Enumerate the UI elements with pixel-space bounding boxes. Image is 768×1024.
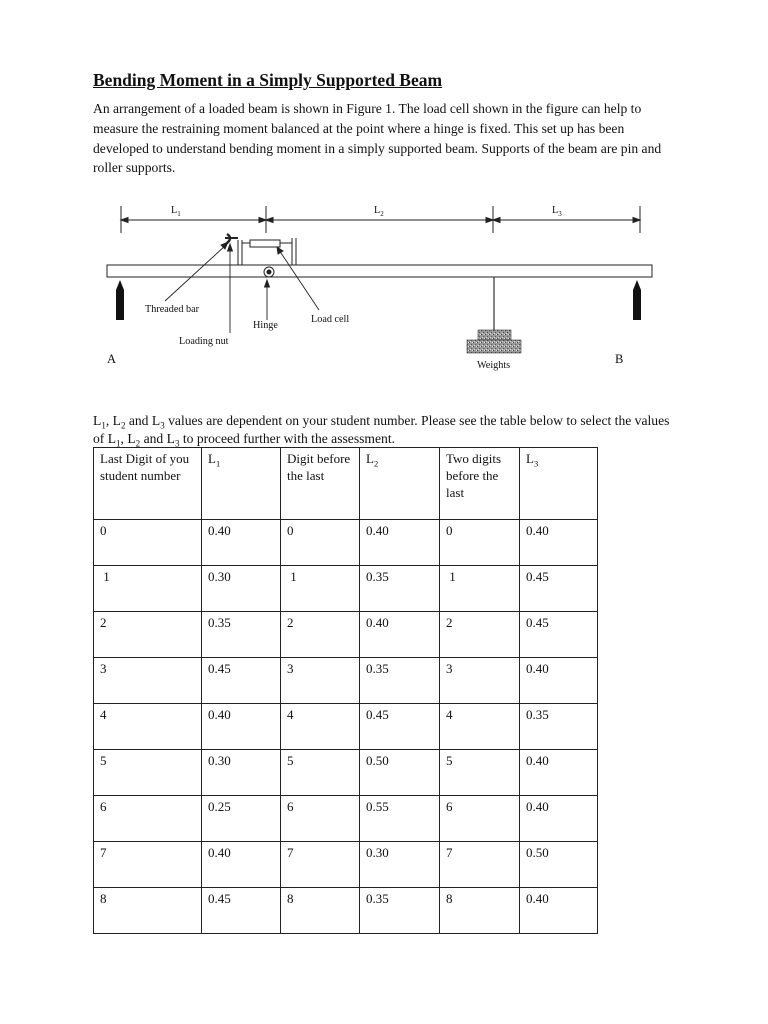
weights	[467, 277, 521, 353]
table-cell: 0.40	[360, 520, 440, 566]
beam	[107, 265, 652, 277]
table-cell: 0.40	[520, 888, 598, 934]
table-cell: 5	[94, 750, 202, 796]
header-digit-before-last: Digit before the last	[281, 448, 360, 520]
table-cell: 0	[94, 520, 202, 566]
beam-figure	[93, 190, 673, 380]
table-cell: 8	[94, 888, 202, 934]
table-header-row	[94, 448, 598, 520]
table-cell: 0.35	[360, 658, 440, 704]
table-cell: 3	[94, 658, 202, 704]
table-cell: 0.35	[520, 704, 598, 750]
table-cell: 0.45	[520, 566, 598, 612]
table-cell: 4	[94, 704, 202, 750]
table-cell: 0.30	[202, 566, 281, 612]
table-cell: 5	[281, 750, 360, 796]
header-l1: $L_1$	[202, 448, 281, 520]
table-cell: 0.35	[360, 566, 440, 612]
table-row	[94, 658, 598, 704]
table-cell: 0.40	[360, 612, 440, 658]
selection-paragraph: $L_1$, $L_2$ and $L_3$ values are dependent on your student number. Please see the table below to select the values of $L_1$, $L_2$ and $L_3$ to proceed further with the assessment.	[93, 413, 670, 449]
dim-label-l1: $L_1$	[171, 205, 181, 219]
table-cell: 0.45	[202, 658, 281, 704]
dim-label-l3: $L_3$	[552, 205, 562, 219]
table-cell: 0.40	[520, 658, 598, 704]
table-cell: 0	[281, 520, 360, 566]
table-cell: 0.45	[360, 704, 440, 750]
table-cell: 7	[94, 842, 202, 888]
table-row	[94, 704, 598, 750]
label-end-a: A	[107, 352, 117, 366]
label-load-cell: Load cell	[311, 314, 350, 325]
table-row	[94, 566, 598, 612]
table-cell: 6	[281, 796, 360, 842]
table-cell: 4	[440, 704, 520, 750]
table-cell: 2	[440, 612, 520, 658]
table-cell: 0	[440, 520, 520, 566]
table-cell: 0.40	[520, 796, 598, 842]
table-cell: 0.35	[202, 612, 281, 658]
table-cell: 3	[281, 658, 360, 704]
table-row	[94, 796, 598, 842]
table-cell: 0.50	[360, 750, 440, 796]
support-b	[633, 280, 641, 320]
label-end-b: B	[615, 352, 624, 366]
table-cell: 0.30	[202, 750, 281, 796]
table-cell: 2	[281, 612, 360, 658]
header-l3: $L_3$	[520, 448, 598, 520]
label-loading-nut: Loading nut	[179, 336, 229, 347]
dim-label-l2: $L_2$	[374, 205, 384, 219]
table-cell: 0.50	[520, 842, 598, 888]
table-cell: 0.40	[520, 520, 598, 566]
table-cell: 0.40	[520, 750, 598, 796]
table-cell: 6	[440, 796, 520, 842]
table-cell: 2	[94, 612, 202, 658]
table-cell: 8	[281, 888, 360, 934]
table-row	[94, 612, 598, 658]
label-threaded-bar: Threaded bar	[145, 304, 200, 315]
table-cell: 1	[440, 566, 520, 612]
table-row	[94, 750, 598, 796]
table-cell: 7	[440, 842, 520, 888]
table-cell: 3	[440, 658, 520, 704]
page-title: Bending Moment in a Simply Supported Beam	[93, 70, 443, 90]
table-cell: 0.30	[360, 842, 440, 888]
table-cell: 0.40	[202, 842, 281, 888]
table-cell: 0.25	[202, 796, 281, 842]
table-cell: 0.55	[360, 796, 440, 842]
table-cell: 7	[281, 842, 360, 888]
table-cell: 5	[440, 750, 520, 796]
table-cell: 0.45	[520, 612, 598, 658]
table-cell: 6	[94, 796, 202, 842]
header-l2: $L_2$	[360, 448, 440, 520]
label-weights: Weights	[477, 360, 511, 371]
header-two-digits-before-last: Two digits before the last	[440, 448, 520, 520]
table-cell: 0.40	[202, 704, 281, 750]
table-cell: 0.45	[202, 888, 281, 934]
table-row	[94, 520, 598, 566]
table-cell: 8	[440, 888, 520, 934]
values-table	[93, 447, 598, 934]
table-row	[94, 842, 598, 888]
beam-diagram	[93, 190, 673, 380]
table-row	[94, 888, 598, 934]
table-cell: 1	[94, 566, 202, 612]
table-cell: 0.35	[360, 888, 440, 934]
table-cell: 4	[281, 704, 360, 750]
table-cell: 1	[281, 566, 360, 612]
intro-paragraph: An arrangement of a loaded beam is shown in Figure 1. The load cell shown in the figure can help to measure the restraining moment balanced at the point where a hinge is fixed. This set up has been developed to understand bending moment in a simply supported beam. Supports of the beam are pin and roller supports.	[93, 101, 662, 176]
table-cell: 0.40	[202, 520, 281, 566]
label-hinge: Hinge	[253, 320, 278, 331]
support-a	[116, 280, 124, 320]
header-last-digit: Last Digit of you student number	[94, 448, 202, 520]
